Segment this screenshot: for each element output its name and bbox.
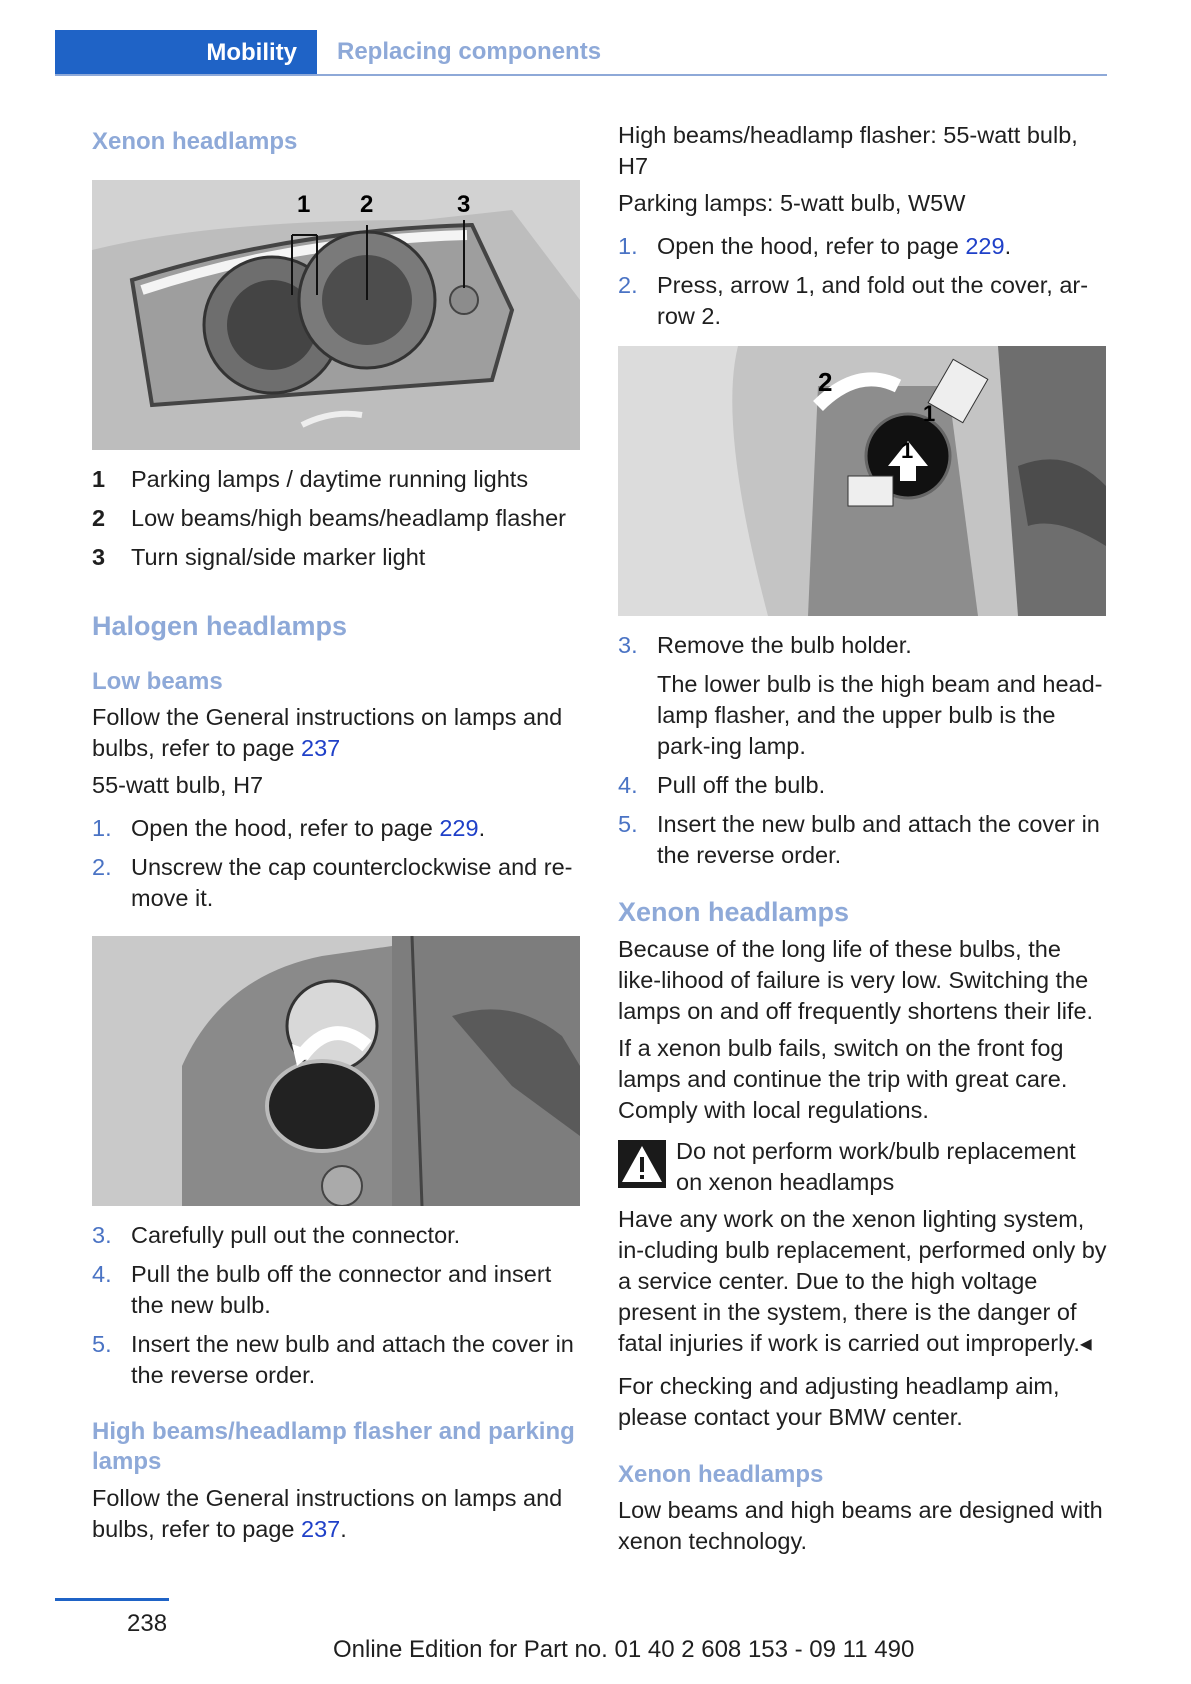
step-note-text: The lower bulb is the high beam and head-lamp flasher, and the upper bulb is the park-ing lamp.: [657, 671, 1103, 759]
step-number: 3.: [618, 632, 638, 658]
header-tab-mobility: [55, 30, 317, 76]
list-item: [618, 270, 1108, 332]
figure-callout-2: 2: [818, 367, 833, 397]
page-number: 238: [127, 1610, 168, 1637]
step-text: Open the hood, refer to page: [131, 815, 440, 841]
step-text: Press, arrow 1, and fold out the cover, ar-row 2.: [657, 272, 1089, 329]
header-section-title: Replacing components: [337, 38, 602, 65]
list-item: [92, 852, 582, 914]
page-link-237[interactable]: 237: [301, 735, 341, 761]
figure-callout-1: 1: [923, 401, 936, 426]
right-column: [618, 120, 1108, 1557]
low-beams-instructions: [92, 702, 582, 764]
legend-item: [92, 503, 582, 534]
xenon-technology-text: Low beams and high beams are designed with xenon technology.: [618, 1497, 1103, 1554]
step-text: Insert the new bulb and attach the cover in the reverse order.: [657, 811, 1100, 868]
step-number: 5.: [92, 1331, 112, 1357]
bulb-spec: 55-watt bulb, H7: [92, 772, 264, 798]
list-item: [618, 809, 1108, 871]
step-punct: .: [1004, 233, 1012, 259]
header-tab-label: Mobility: [206, 39, 297, 66]
list-item: [618, 231, 1108, 262]
step-text: Open the hood, refer to page: [657, 233, 966, 259]
xenon-paragraph-1: Because of the long life of these bulbs, the like-lihood of failure is very low. Switching the lamps on and off frequently shortens their life.: [618, 936, 1094, 1024]
legend-text: Parking lamps / daytime running lights: [131, 466, 529, 492]
step-number: 4.: [92, 1261, 112, 1287]
figure-callout-1: 1: [297, 191, 311, 218]
header-divider: [55, 74, 1107, 76]
legend-text: Turn signal/side marker light: [131, 544, 426, 570]
xenon-headlamps-subheading: Xenon headlamps: [618, 1461, 824, 1488]
low-beams-heading: Low beams: [92, 668, 223, 695]
left-column: [92, 120, 582, 1545]
step-text: Pull off the bulb.: [657, 772, 826, 798]
list-item: [92, 1329, 582, 1391]
right-steps-a: [618, 231, 1108, 332]
low-beams-steps-a: [92, 813, 582, 914]
step-note: [618, 669, 1108, 762]
step-text: Remove the bulb holder.: [657, 632, 912, 658]
warning-icon: [618, 1140, 666, 1188]
list-item: [618, 770, 1108, 801]
page-link-229[interactable]: 229: [439, 815, 479, 841]
page-link-237[interactable]: 237: [301, 1516, 341, 1542]
step-number: 3.: [92, 1222, 112, 1248]
step-text: Pull the bulb off the connector and insert the new bulb.: [131, 1261, 552, 1318]
step-text: Insert the new bulb and attach the cover in the reverse order.: [131, 1331, 574, 1388]
xenon-headlamps-heading: Xenon headlamps: [92, 128, 298, 155]
high-beams-instructions: [92, 1483, 582, 1545]
right-steps-b: [618, 630, 1108, 871]
high-beam-spec: High beams/headlamp flasher: 55-watt bulb, H7: [618, 122, 1078, 179]
legend-number: 3: [92, 544, 106, 570]
legend-text: Low beams/high beams/headlamp flasher: [131, 505, 567, 531]
step-punct: .: [478, 815, 486, 841]
step-number: 5.: [618, 811, 638, 837]
xenon-headlamps-heading-right: Xenon headlamps: [618, 897, 850, 927]
step-number: 2.: [618, 272, 638, 298]
footer-divider: [55, 1598, 169, 1601]
list-item: [92, 813, 582, 844]
halogen-headlamps-heading: Halogen headlamps: [92, 611, 348, 641]
list-item: [92, 1259, 582, 1321]
step-number: 4.: [618, 772, 638, 798]
step-text: Carefully pull out the connector.: [131, 1222, 461, 1248]
list-item: [92, 1220, 582, 1251]
step-number: 1.: [618, 233, 638, 259]
legend-number: 1: [92, 466, 106, 492]
legend-item: [92, 464, 582, 495]
edition-note: Online Edition for Part no. 01 40 2 608 153 - 09 11 490: [333, 1636, 915, 1663]
parking-lamp-spec: Parking lamps: 5-watt bulb, W5W: [618, 190, 966, 216]
paragraph-text: Follow the General instructions on lamps and bulbs, refer to page: [92, 704, 563, 761]
legend-number: 2: [92, 505, 106, 531]
warning-block: [618, 1136, 1108, 1198]
paragraph-punct: .: [340, 1516, 347, 1542]
xenon-paragraph-2: If a xenon bulb fails, switch on the front fog lamps and continue the trip with great care. Comply with local regulations.: [618, 1035, 1068, 1123]
paragraph-text: Follow the General instructions on lamps and bulbs, refer to page: [92, 1485, 563, 1542]
step-text: Unscrew the cap counterclockwise and re-move it.: [131, 854, 573, 911]
figure-callout-3: 3: [457, 191, 471, 218]
figure-legend: [92, 464, 582, 573]
high-beams-heading: High beams/headlamp flasher and parking lamps: [92, 1418, 575, 1475]
page-link-229[interactable]: 229: [965, 233, 1005, 259]
step-number: 1.: [92, 815, 112, 841]
warning-text: Have any work on the xenon lighting system, in-cluding bulb replacement, performed only by a service center. Due to the high voltage present in the system, there is the danger of fatal injuries if work is carried out improperly.◂: [618, 1206, 1107, 1356]
figure-callout-2: 2: [360, 191, 374, 218]
high-beam-cover-figure: [618, 346, 1106, 616]
warning-title: Do not perform work/bulb replacement on xenon headlamps: [676, 1138, 1076, 1195]
figure-callout-1b: 1: [901, 438, 914, 463]
step-number: 2.: [92, 854, 112, 880]
halogen-cap-figure: [92, 936, 580, 1206]
xenon-headlamp-figure: [92, 180, 580, 450]
headlamp-aim-text: For checking and adjusting headlamp aim, please contact your BMW center.: [618, 1373, 1060, 1430]
legend-item: [92, 542, 582, 573]
list-item: [618, 630, 1108, 661]
low-beams-steps-b: [92, 1220, 582, 1391]
